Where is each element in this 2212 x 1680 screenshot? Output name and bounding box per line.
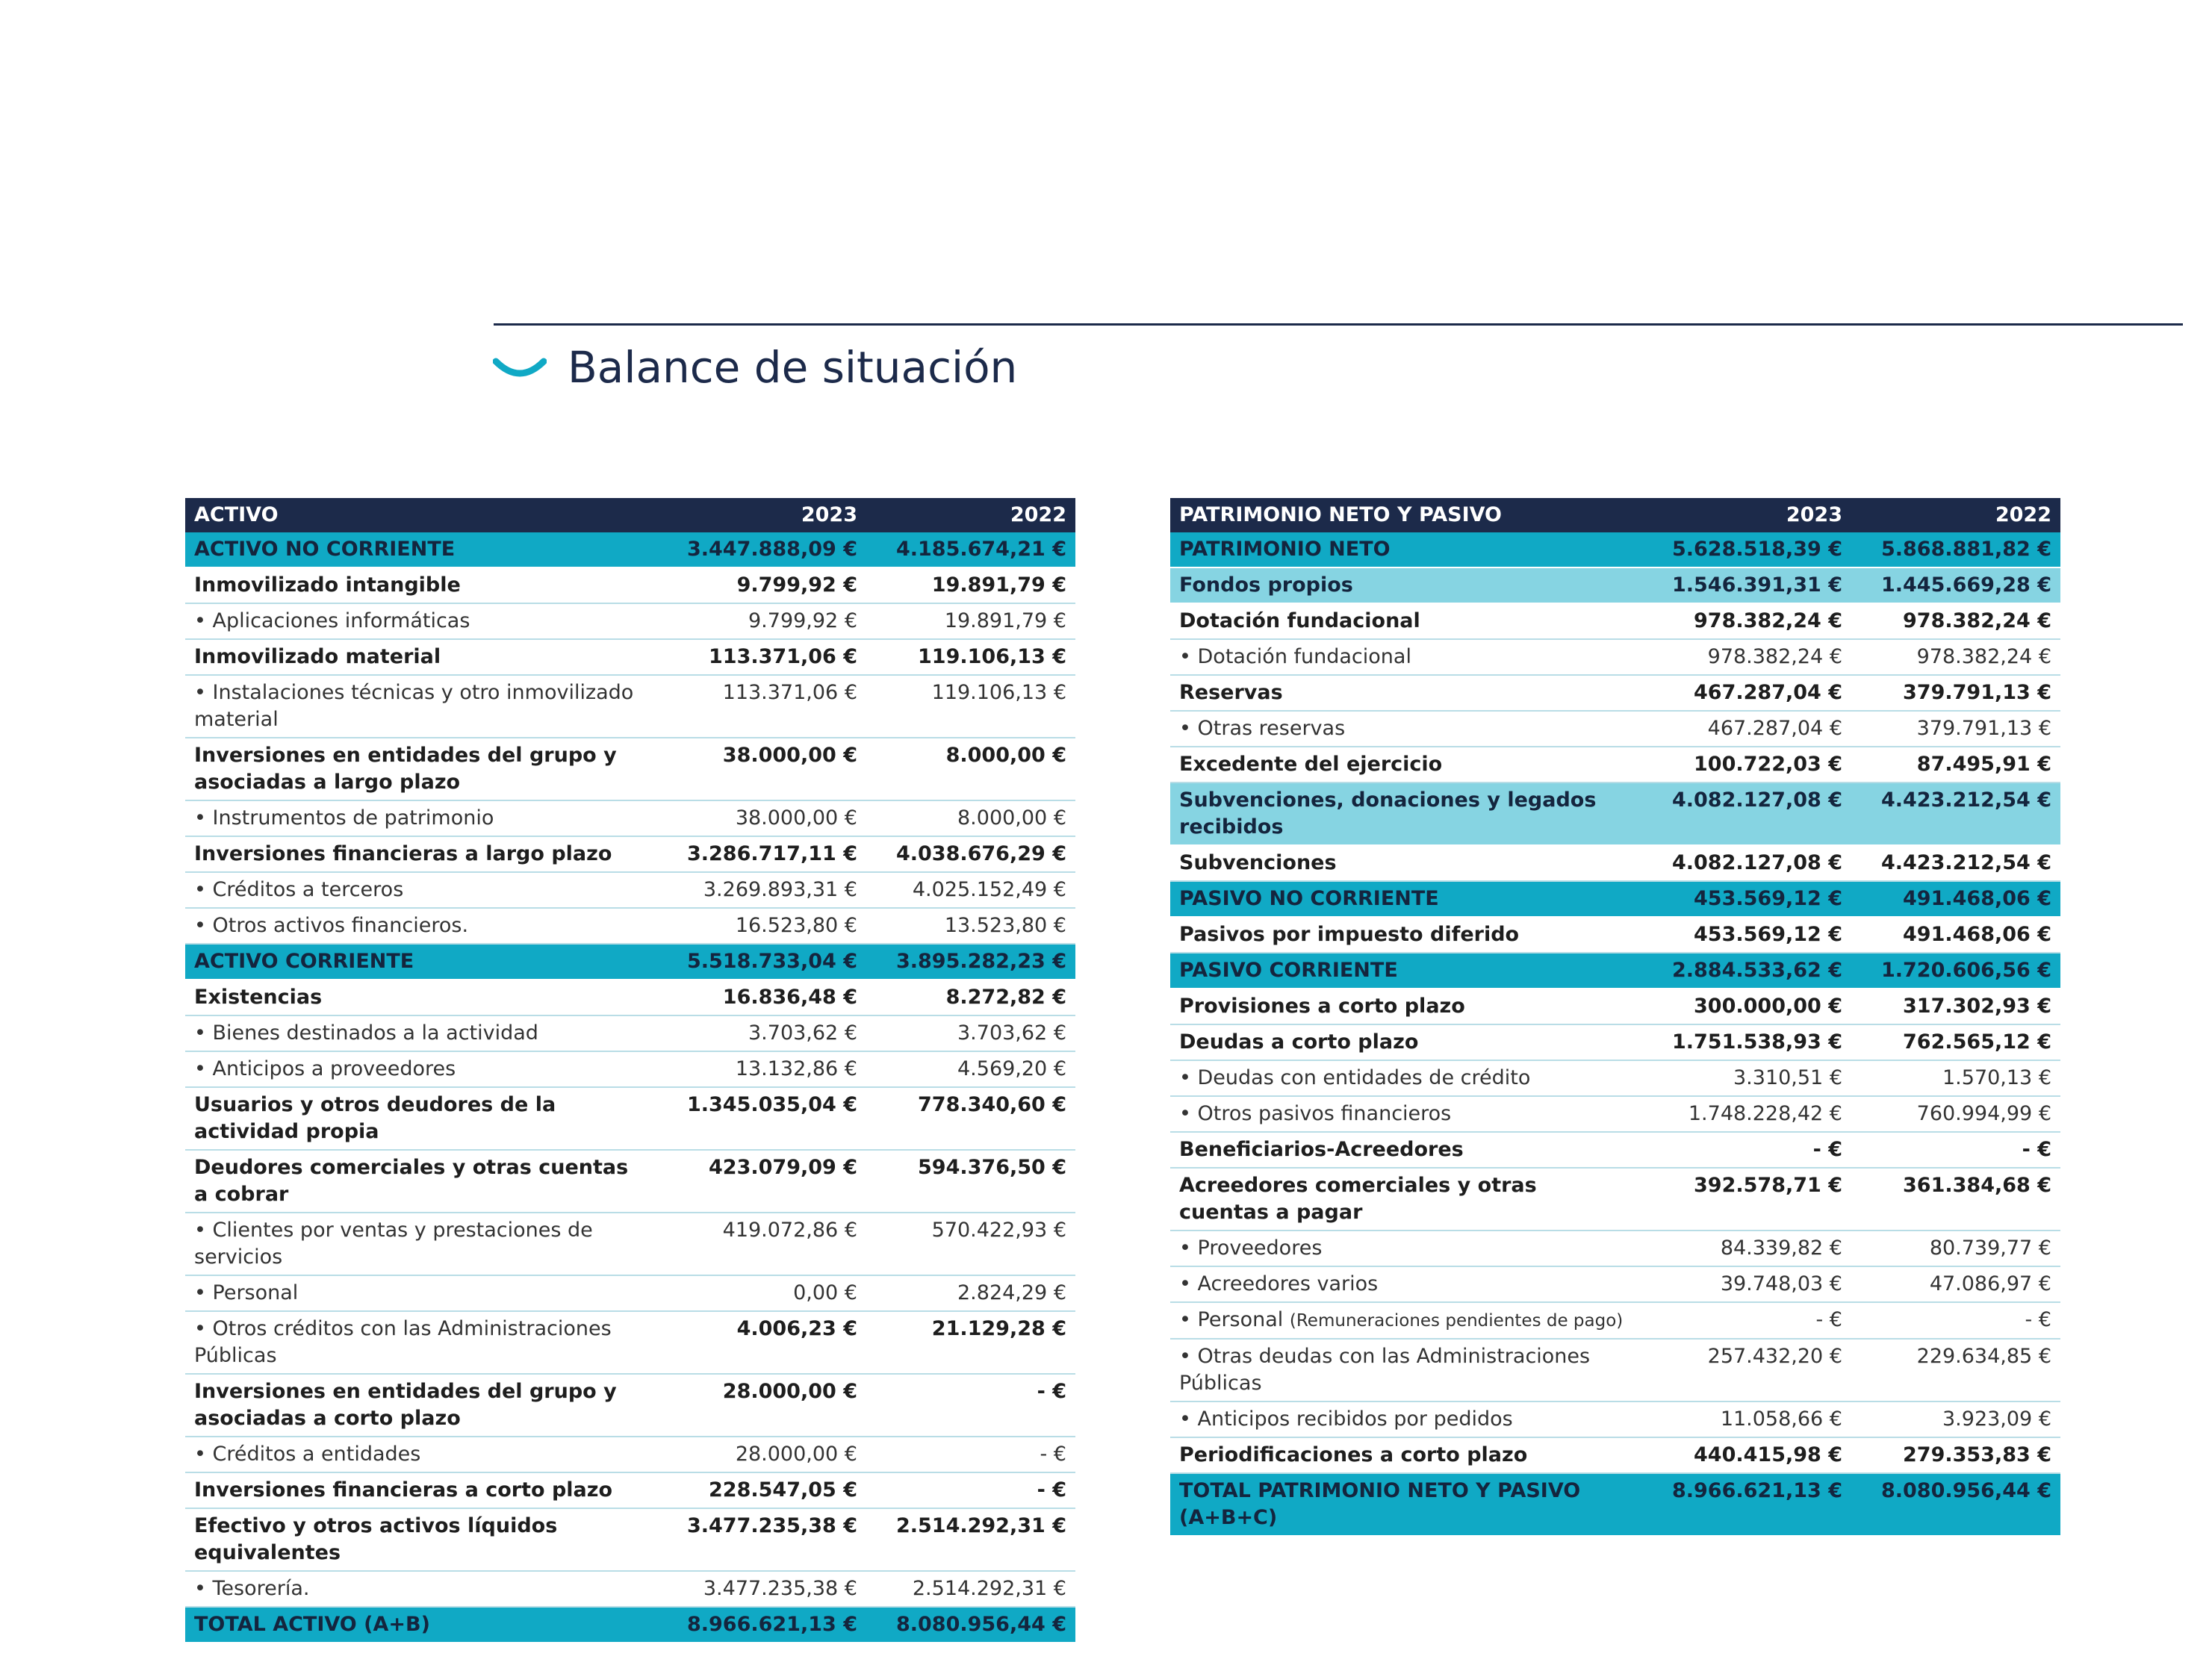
page-title: Balance de situación [568, 342, 1018, 393]
row-label [1170, 783, 1642, 845]
value-2022: 5.868.881,82 € [1851, 532, 2060, 567]
row-label-text: • Anticipos recibidos por pedidos [1179, 1407, 1513, 1431]
value-2022: 4.423.212,54 € [1851, 783, 2060, 845]
value-2023: 3.310,51 € [1642, 1060, 1851, 1096]
row-label-text: PASIVO NO CORRIENTE [1179, 887, 1439, 910]
row-label [1170, 1266, 1642, 1302]
row-label-text: TOTAL PATRIMONIO NETO Y PASIVO (A+B+C) [1179, 1479, 1581, 1529]
value-2023: 4.082.127,08 € [1642, 783, 1851, 845]
row-label [1170, 917, 1642, 953]
column-header-2022: 2022 [1851, 498, 2060, 532]
row-label-text: • Deudas con entidades de crédito [1179, 1066, 1531, 1089]
row-label [185, 944, 657, 980]
row-label [1170, 953, 1642, 989]
activo-row [185, 639, 1075, 675]
value-2023: 39.748,03 € [1642, 1266, 1851, 1302]
activo-row [185, 872, 1075, 908]
row-label [185, 532, 657, 567]
pasivo-row [1170, 1132, 2060, 1168]
value-2023: 1.748.228,42 € [1642, 1096, 1851, 1132]
value-2022: 80.739,77 € [1851, 1231, 2060, 1266]
value-2022: 2.824,29 € [866, 1275, 1075, 1311]
row-label-text: PASIVO CORRIENTE [1179, 959, 1398, 982]
row-label-text: Efectivo y otros activos líquidos equivalentes [194, 1514, 558, 1564]
value-2022: 3.703,62 € [866, 1015, 1075, 1051]
row-label-text: PATRIMONIO NETO [1179, 538, 1391, 561]
pasivo-row [1170, 1024, 2060, 1060]
value-2023: 3.703,62 € [657, 1015, 866, 1051]
pasivo-row [1170, 747, 2060, 783]
value-2023: 28.000,00 € [657, 1437, 866, 1472]
value-2023: 440.415,98 € [1642, 1437, 1851, 1473]
value-2022: 978.382,24 € [1851, 603, 2060, 639]
pasivo-row [1170, 532, 2060, 567]
row-label-text: Reservas [1179, 681, 1283, 704]
value-2022: 279.353,83 € [1851, 1437, 2060, 1473]
value-2022: 317.302,93 € [1851, 989, 2060, 1024]
activo-row [185, 1508, 1075, 1571]
value-2023: 11.058,66 € [1642, 1401, 1851, 1437]
row-label [1170, 1401, 1642, 1437]
page-header [493, 337, 1017, 397]
pasivo-row [1170, 1231, 2060, 1266]
column-header-label: ACTIVO [185, 498, 657, 532]
value-2023: 423.079,09 € [657, 1150, 866, 1213]
row-label-text: Subvenciones [1179, 851, 1337, 874]
value-2022: 4.569,20 € [866, 1051, 1075, 1087]
value-2023: 38.000,00 € [657, 800, 866, 836]
value-2023: 3.477.235,38 € [657, 1508, 866, 1571]
row-label-text: • Otras reservas [1179, 717, 1346, 740]
row-label-text: ACTIVO NO CORRIENTE [194, 538, 456, 561]
activo-row [185, 1087, 1075, 1150]
value-2022: 2.514.292,31 € [866, 1571, 1075, 1607]
row-label [1170, 989, 1642, 1024]
row-label [1170, 1339, 1642, 1401]
row-label-text: Beneficiarios-Acreedores [1179, 1138, 1464, 1161]
value-2022: 4.185.674,21 € [866, 532, 1075, 567]
row-label-text: • Aplicaciones informáticas [194, 609, 470, 632]
value-2022: 778.340,60 € [866, 1087, 1075, 1150]
row-label-text: Fondos propios [1179, 573, 1353, 597]
value-2022: 2.514.292,31 € [866, 1508, 1075, 1571]
column-header-2023: 2023 [1642, 498, 1851, 532]
row-label-text: Inmovilizado intangible [194, 573, 461, 597]
activo-row [185, 1472, 1075, 1508]
value-2022: 8.272,82 € [866, 980, 1075, 1015]
row-label [185, 980, 657, 1015]
activo-table [185, 498, 1075, 1642]
row-label [1170, 675, 1642, 711]
value-2022: 8.080.956,44 € [1851, 1473, 2060, 1535]
value-2023: 1.345.035,04 € [657, 1087, 866, 1150]
row-label [1170, 1096, 1642, 1132]
value-2023: 9.799,92 € [657, 603, 866, 639]
row-label [1170, 1302, 1642, 1339]
value-2023: 16.523,80 € [657, 908, 866, 944]
row-label [185, 1437, 657, 1472]
row-label [185, 675, 657, 738]
value-2022: 570.422,93 € [866, 1213, 1075, 1275]
wave-icon [493, 352, 547, 382]
value-2023: 467.287,04 € [1642, 711, 1851, 747]
value-2022: 8.000,00 € [866, 800, 1075, 836]
row-label-text: Inversiones en entidades del grupo y asociadas a corto plazo [194, 1380, 617, 1430]
row-label [185, 908, 657, 944]
pasivo-row [1170, 675, 2060, 711]
value-2023: 100.722,03 € [1642, 747, 1851, 783]
value-2023: 113.371,06 € [657, 639, 866, 675]
value-2023: 453.569,12 € [1642, 881, 1851, 917]
activo-row [185, 567, 1075, 603]
row-label [185, 1213, 657, 1275]
value-2023: 1.751.538,93 € [1642, 1024, 1851, 1060]
column-header-2022: 2022 [866, 498, 1075, 532]
value-2022: 21.129,28 € [866, 1311, 1075, 1374]
value-2022: 13.523,80 € [866, 908, 1075, 944]
row-label-text: • Instrumentos de patrimonio [194, 806, 494, 830]
row-label-text: Deudas a corto plazo [1179, 1030, 1419, 1054]
row-label-text: • Anticipos a proveedores [194, 1057, 456, 1080]
value-2022: 8.080.956,44 € [866, 1607, 1075, 1642]
value-2023: 5.628.518,39 € [1642, 532, 1851, 567]
row-note: (Remuneraciones pendientes de pago) [1289, 1311, 1624, 1331]
value-2023: - € [1642, 1302, 1851, 1339]
pasivo-row [1170, 953, 2060, 989]
row-label [185, 603, 657, 639]
value-2022: 19.891,79 € [866, 567, 1075, 603]
row-label [185, 1051, 657, 1087]
value-2023: 38.000,00 € [657, 738, 866, 800]
activo-header-row [185, 498, 1075, 532]
value-2022: 379.791,13 € [1851, 711, 2060, 747]
pasivo-row [1170, 989, 2060, 1024]
pasivo-row [1170, 1339, 2060, 1401]
pasivo-row [1170, 917, 2060, 953]
value-2022: 491.468,06 € [1851, 917, 2060, 953]
row-label-text: • Clientes por ventas y prestaciones de servicios [194, 1219, 593, 1269]
activo-row [185, 980, 1075, 1015]
activo-row [185, 1571, 1075, 1607]
value-2023: 2.884.533,62 € [1642, 953, 1851, 989]
row-label [1170, 1024, 1642, 1060]
row-label-text: Acreedores comerciales y otras cuentas a pagar [1179, 1174, 1537, 1224]
row-label-text: • Tesorería. [194, 1577, 310, 1600]
value-2022: 361.384,68 € [1851, 1168, 2060, 1231]
column-header-label: PATRIMONIO NETO Y PASIVO [1170, 498, 1642, 532]
pasivo-row [1170, 881, 2060, 917]
value-2023: 8.966.621,13 € [657, 1607, 866, 1642]
row-label-text: Usuarios y otros deudores de la actividad propia [194, 1093, 556, 1143]
pasivo-row [1170, 567, 2060, 603]
row-label [185, 1087, 657, 1150]
row-label [185, 738, 657, 800]
row-label-text: Inmovilizado material [194, 645, 441, 668]
value-2022: 47.086,97 € [1851, 1266, 2060, 1302]
row-label-text: • Proveedores [1179, 1236, 1323, 1260]
row-label [1170, 1168, 1642, 1231]
row-label-text: Inversiones en entidades del grupo y asociadas a largo plazo [194, 744, 617, 794]
row-label [1170, 1132, 1642, 1168]
activo-row [185, 532, 1075, 567]
row-label [1170, 603, 1642, 639]
activo-row [185, 1015, 1075, 1051]
value-2022: 119.106,13 € [866, 675, 1075, 738]
pasivo-row [1170, 1302, 2060, 1339]
value-2023: 419.072,86 € [657, 1213, 866, 1275]
value-2023: 300.000,00 € [1642, 989, 1851, 1024]
value-2023: 228.547,05 € [657, 1472, 866, 1508]
row-label-text: • Créditos a terceros [194, 878, 404, 901]
row-label-text: • Acreedores varios [1179, 1272, 1379, 1295]
row-label [1170, 1231, 1642, 1266]
value-2023: 3.447.888,09 € [657, 532, 866, 567]
row-label-text: Deudores comerciales y otras cuentas a cobrar [194, 1156, 629, 1206]
pasivo-row [1170, 1096, 2060, 1132]
row-label-text: ACTIVO CORRIENTE [194, 950, 414, 973]
row-label [1170, 532, 1642, 567]
value-2023: 0,00 € [657, 1275, 866, 1311]
value-2022: 379.791,13 € [1851, 675, 2060, 711]
value-2022: 229.634,85 € [1851, 1339, 2060, 1401]
row-label [185, 1150, 657, 1213]
pasivo-row [1170, 1060, 2060, 1096]
value-2022: 1.445.669,28 € [1851, 567, 2060, 603]
row-label [185, 1508, 657, 1571]
activo-row [185, 1275, 1075, 1311]
value-2022: 978.382,24 € [1851, 639, 2060, 675]
row-label [1170, 1437, 1642, 1473]
value-2022: 762.565,12 € [1851, 1024, 2060, 1060]
value-2023: 5.518.733,04 € [657, 944, 866, 980]
row-label [185, 1472, 657, 1508]
value-2023: 28.000,00 € [657, 1374, 866, 1437]
value-2023: 453.569,12 € [1642, 917, 1851, 953]
value-2022: 491.468,06 € [1851, 881, 2060, 917]
value-2022: - € [866, 1437, 1075, 1472]
row-label-text: Provisiones a corto plazo [1179, 995, 1465, 1018]
value-2022: 87.495,91 € [1851, 747, 2060, 783]
value-2023: 8.966.621,13 € [1642, 1473, 1851, 1535]
row-label-text: Pasivos por impuesto diferido [1179, 923, 1520, 946]
value-2022: 19.891,79 € [866, 603, 1075, 639]
activo-row [185, 675, 1075, 738]
activo-row [185, 1374, 1075, 1437]
row-label-text: Inversiones financieras a largo plazo [194, 842, 612, 865]
row-label-text: Excedente del ejercicio [1179, 753, 1443, 776]
row-label [1170, 881, 1642, 917]
pasivo-header-row [1170, 498, 2060, 532]
value-2022: 594.376,50 € [866, 1150, 1075, 1213]
row-label-text: TOTAL ACTIVO (A+B) [194, 1613, 430, 1636]
value-2023: 4.006,23 € [657, 1311, 866, 1374]
value-2023: 978.382,24 € [1642, 639, 1851, 675]
value-2023: 3.286.717,11 € [657, 836, 866, 872]
value-2023: 13.132,86 € [657, 1051, 866, 1087]
row-label [1170, 567, 1642, 603]
value-2022: - € [866, 1472, 1075, 1508]
row-label [185, 1015, 657, 1051]
activo-row [185, 944, 1075, 980]
pasivo-row [1170, 1473, 2060, 1535]
value-2023: 392.578,71 € [1642, 1168, 1851, 1231]
row-label-text: Existencias [194, 986, 323, 1009]
pasivo-row [1170, 845, 2060, 881]
value-2022: - € [866, 1374, 1075, 1437]
row-label-text: Periodificaciones a corto plazo [1179, 1443, 1528, 1466]
value-2023: - € [1642, 1132, 1851, 1168]
row-label [185, 800, 657, 836]
row-label-text: • Personal [194, 1281, 299, 1304]
activo-row [185, 800, 1075, 836]
activo-row [185, 908, 1075, 944]
pasivo-row [1170, 639, 2060, 675]
activo-row [185, 836, 1075, 872]
value-2023: 467.287,04 € [1642, 675, 1851, 711]
row-label [185, 1275, 657, 1311]
row-label [185, 1311, 657, 1374]
value-2022: 119.106,13 € [866, 639, 1075, 675]
row-label [185, 639, 657, 675]
row-label [1170, 845, 1642, 881]
value-2022: 3.895.282,23 € [866, 944, 1075, 980]
activo-row [185, 1311, 1075, 1374]
value-2022: - € [1851, 1302, 2060, 1339]
header-rule [494, 323, 2183, 326]
value-2022: 1.570,13 € [1851, 1060, 2060, 1096]
value-2023: 3.477.235,38 € [657, 1571, 866, 1607]
value-2022: - € [1851, 1132, 2060, 1168]
value-2022: 4.038.676,29 € [866, 836, 1075, 872]
row-label [185, 836, 657, 872]
row-label [185, 872, 657, 908]
value-2022: 3.923,09 € [1851, 1401, 2060, 1437]
pasivo-table [1170, 498, 2060, 1535]
row-label-text: • Otros activos financieros. [194, 914, 469, 937]
pasivo-row [1170, 711, 2060, 747]
row-label-text: • Créditos a entidades [194, 1443, 421, 1466]
row-label-text: • Instalaciones técnicas y otro inmovilizado material [194, 681, 634, 731]
value-2023: 16.836,48 € [657, 980, 866, 1015]
activo-row [185, 1051, 1075, 1087]
row-label-text: Dotación fundacional [1179, 609, 1420, 632]
pasivo-row [1170, 1168, 2060, 1231]
row-label [185, 1607, 657, 1642]
pasivo-row [1170, 1437, 2060, 1473]
activo-row [185, 1607, 1075, 1642]
row-label [1170, 1060, 1642, 1096]
row-label [1170, 747, 1642, 783]
column-header-2023: 2023 [657, 498, 866, 532]
value-2023: 84.339,82 € [1642, 1231, 1851, 1266]
value-2023: 257.432,20 € [1642, 1339, 1851, 1401]
value-2022: 4.025.152,49 € [866, 872, 1075, 908]
value-2022: 1.720.606,56 € [1851, 953, 2060, 989]
activo-row [185, 603, 1075, 639]
activo-row [185, 1150, 1075, 1213]
row-label [185, 1571, 657, 1607]
row-label [1170, 1473, 1642, 1535]
row-label-text: Inversiones financieras a corto plazo [194, 1478, 613, 1502]
row-label-text: • Dotación fundacional [1179, 645, 1411, 668]
value-2023: 9.799,92 € [657, 567, 866, 603]
row-label-text: • Bienes destinados a la actividad [194, 1021, 538, 1045]
activo-row [185, 1437, 1075, 1472]
value-2022: 760.994,99 € [1851, 1096, 2060, 1132]
pasivo-row [1170, 1266, 2060, 1302]
row-label [1170, 711, 1642, 747]
activo-row [185, 738, 1075, 800]
row-label [185, 567, 657, 603]
value-2023: 3.269.893,31 € [657, 872, 866, 908]
pasivo-row [1170, 603, 2060, 639]
pasivo-row [1170, 1401, 2060, 1437]
activo-row [185, 1213, 1075, 1275]
value-2023: 1.546.391,31 € [1642, 567, 1851, 603]
value-2023: 978.382,24 € [1642, 603, 1851, 639]
value-2022: 8.000,00 € [866, 738, 1075, 800]
row-label-text: • Otras deudas con las Administraciones Públicas [1179, 1345, 1591, 1395]
row-label-text: • Otros pasivos financieros [1179, 1102, 1452, 1125]
pasivo-row [1170, 783, 2060, 845]
row-label-text: • Otros créditos con las Administraciones Públicas [194, 1317, 612, 1367]
value-2022: 4.423.212,54 € [1851, 845, 2060, 881]
value-2023: 113.371,06 € [657, 675, 866, 738]
row-label-text: Subvenciones, donaciones y legados recibidos [1179, 788, 1597, 839]
row-label [185, 1374, 657, 1437]
row-label [1170, 639, 1642, 675]
row-label-text: • Personal [1179, 1308, 1284, 1331]
value-2023: 4.082.127,08 € [1642, 845, 1851, 881]
